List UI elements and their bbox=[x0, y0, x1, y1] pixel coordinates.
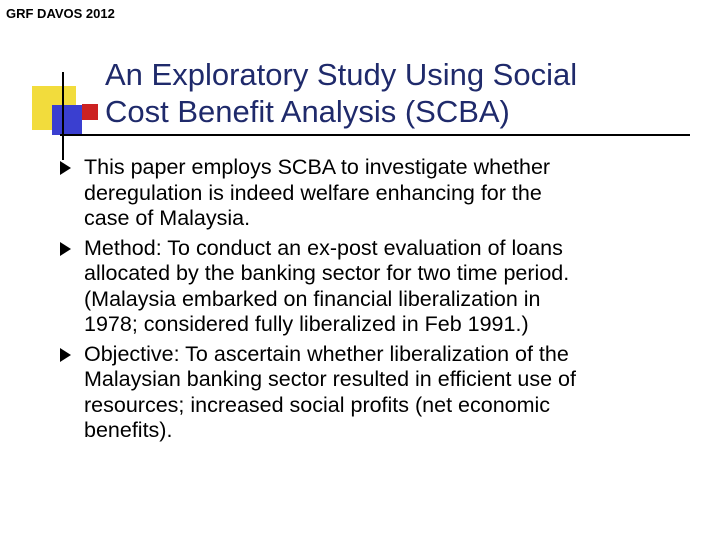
title-line: An Exploratory Study Using Social bbox=[105, 57, 578, 92]
bullet-text-line: deregulation is indeed welfare enhancing for the bbox=[84, 180, 542, 205]
header-tag: GRF DAVOS 2012 bbox=[6, 6, 115, 21]
decorative-blue-square bbox=[52, 105, 82, 135]
bullet-arrow-icon bbox=[60, 348, 71, 362]
bullet-text-line: resources; increased social profits (net economic bbox=[84, 392, 551, 417]
bullet-text-line: Objective: To ascertain whether liberalization of the bbox=[84, 341, 569, 366]
slide-title bbox=[105, 56, 705, 130]
bullet-text-line: 1978; considered fully liberalized in Feb 1991.) bbox=[84, 312, 529, 336]
title-divider bbox=[60, 134, 690, 136]
bullet-text-line: Malaysian banking sector resulted in efficient use of bbox=[84, 367, 576, 391]
bullet-arrow-icon bbox=[60, 161, 71, 175]
bullet-arrow-icon bbox=[60, 242, 71, 256]
bullet-list bbox=[60, 155, 700, 448]
bullet-text-line: This paper employs SCBA to investigate whether bbox=[84, 155, 551, 179]
bullet-text-line: (Malaysia embarked on financial liberalization in bbox=[84, 286, 541, 311]
bullet-text-line: case of Malaysia. bbox=[84, 206, 251, 230]
bullet-text-line: Method: To conduct an ex-post evaluation of loans bbox=[84, 235, 563, 260]
bullet-text-line: benefits). bbox=[84, 418, 173, 442]
list-item bbox=[60, 236, 700, 338]
decorative-red-square bbox=[82, 104, 98, 120]
title-line: Cost Benefit Analysis (SCBA) bbox=[105, 94, 510, 129]
list-item bbox=[60, 342, 700, 444]
bullet-text-line: allocated by the banking sector for two time period. bbox=[84, 261, 570, 285]
list-item bbox=[60, 155, 700, 232]
decorative-vertical-line bbox=[62, 72, 64, 160]
